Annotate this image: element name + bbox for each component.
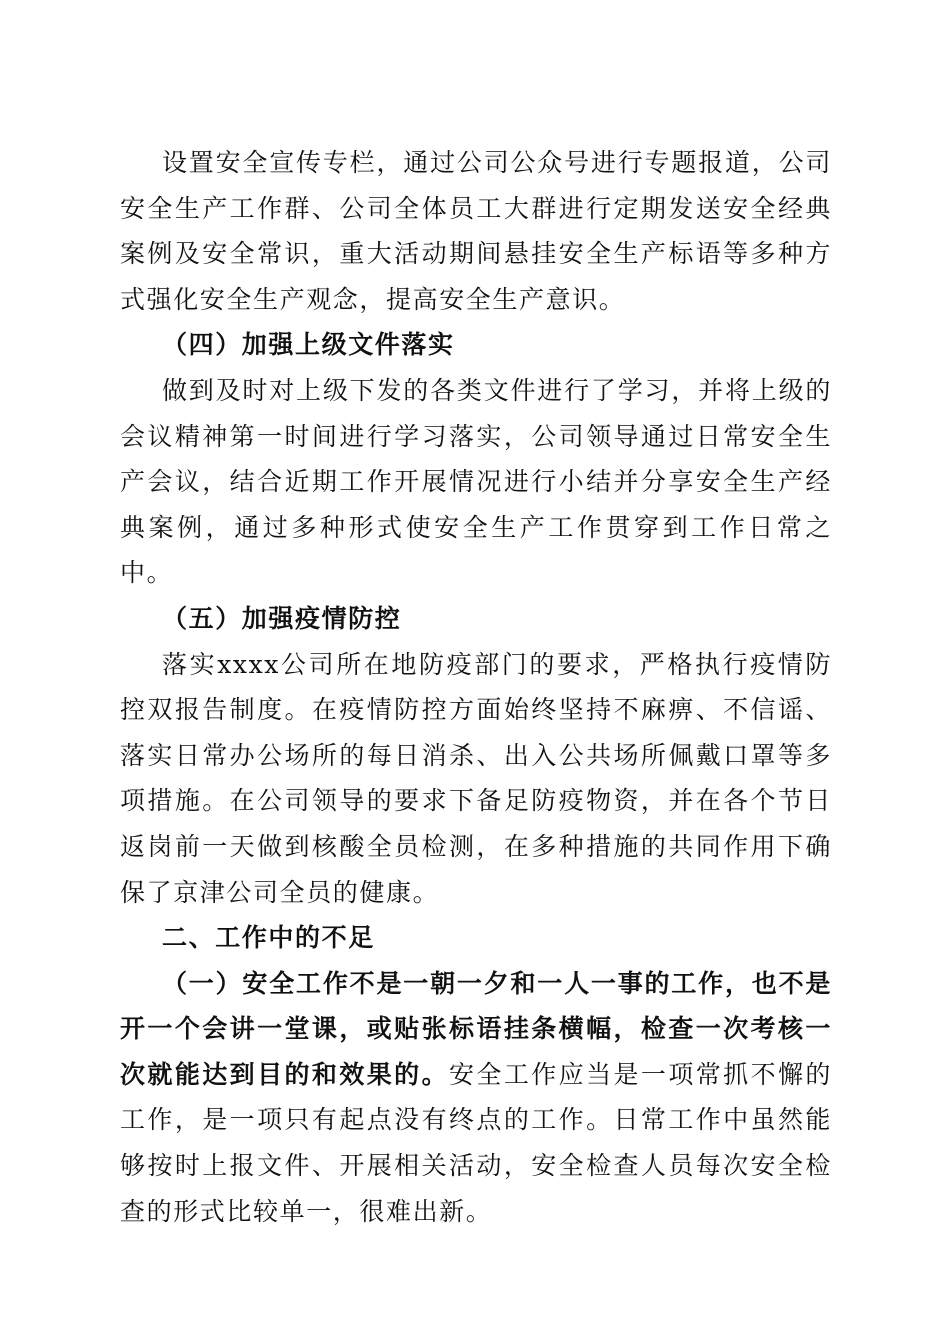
paragraph-lead-bold-text: （一）安全工作不是一朝一夕和一人一事的工作，也不是开一个会讲一堂课，或贴张标语挂条横幅，检查一次考核一次就能达到目的和效果的。 — [120, 968, 832, 1089]
heading-section-four: （四）加强上级文件落实 — [162, 330, 455, 360]
paragraph-publicity: 设置安全宣传专栏，通过公司公众号进行专题报道，公司安全生产工作群、公司全体员工大群进行定期发送安全经典案例及安全常识，重大活动期间悬挂安全生产标语等多种方式强化安全生产观念，提高安全生产意识。 — [120, 148, 832, 314]
document-body — [120, 140, 832, 1234]
paragraph-shortcoming-one — [120, 961, 832, 1235]
heading-section-five: （五）加强疫情防控 — [162, 603, 402, 633]
paragraph-rest-text: 安全工作应当是一项常抓不懈的工作，是一项只有起点没有终点的工作。日常工作中虽然能够按时上报文件、开展相关活动，安全检查人员每次安全检查的形式比较单一，很难出新。 — [120, 1059, 833, 1226]
paragraph-epidemic-control: 落实xxxx公司所在地防疫部门的要求，严格执行疫情防控双报告制度。在疫情防控方面始终坚持不麻痹、不信谣、落实日常办公场所的每日消杀、出入公共场所佩戴口罩等多项措施。在公司领导的要求下备足防疫物资，并在各个节日返岗前一天做到核酸全员检测，在多种措施的共同作用下确保了京津公司全员的健康。 — [120, 649, 832, 907]
paragraph-document-implementation: 做到及时对上级下发的各类文件进行了学习，并将上级的会议精神第一时间进行学习落实，公司领导通过日常安全生产会议，结合近期工作开展情况进行小结并分享安全生产经典案例，通过多种形式使安全生产工作贯穿到工作日常之中。 — [120, 375, 832, 588]
heading-shortcomings: 二、工作中的不足 — [162, 923, 375, 953]
